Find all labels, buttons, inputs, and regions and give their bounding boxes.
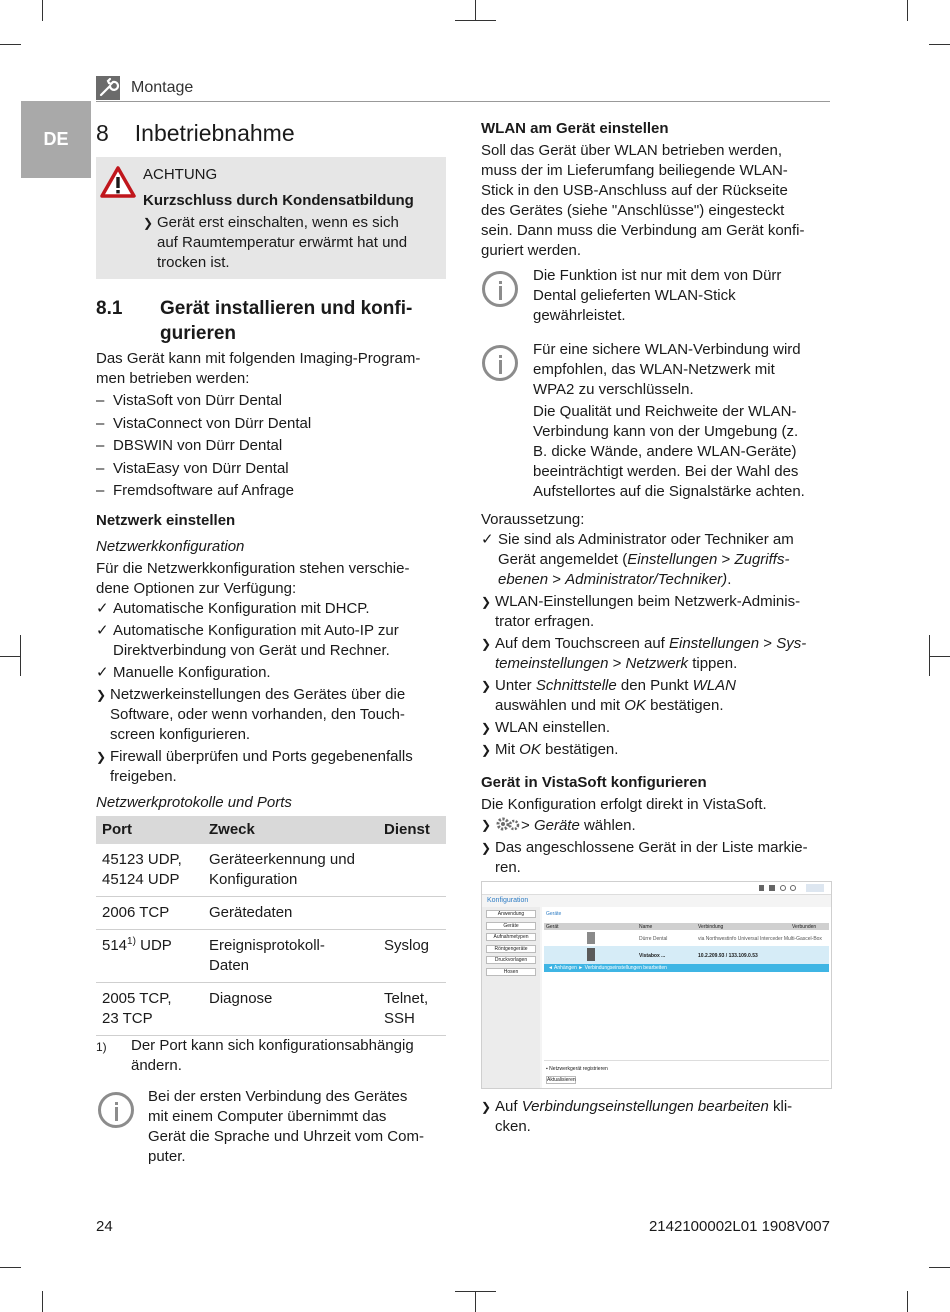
subsection-subheading: Netzwerkkonfiguration	[96, 538, 245, 555]
crop-mark	[907, 1291, 908, 1312]
menu-button[interactable]: Anwendung	[486, 910, 536, 918]
device-name: Dürre Dental	[639, 936, 668, 942]
info-icon	[482, 345, 518, 381]
toolbar-icon	[769, 885, 775, 891]
list-item: – Fremdsoftware auf Anfrage	[96, 482, 294, 499]
column-header: Verbunden	[792, 924, 817, 930]
register-checkbox[interactable]: ▪ Netzwerkgerät registrieren	[546, 1066, 608, 1072]
step-item: ❯ WLAN einstellen.	[481, 719, 611, 736]
table-row: 2006 TCP Gerätedaten	[96, 897, 446, 930]
step-item: ❯ WLAN-Einstellungen beim Netzwerk-Adminis- trator erfragen.	[481, 593, 801, 630]
step-item: ❯ Auf Verbindungseinstellungen bearbeiten kli- cken.	[481, 1098, 793, 1135]
list-item: – VistaConnect von Dürr Dental	[96, 414, 312, 432]
paragraph: Das Gerät kann mit folgenden Imaging-Program-	[96, 350, 421, 367]
crop-mark	[475, 1291, 476, 1312]
action-links[interactable]: ◄ Anhängen ► Verbindungseinstellungen bearbeiten	[548, 965, 667, 971]
help-icon	[790, 885, 796, 891]
step-item: ❯ Netzwerkeinstellungen des Gerätes über die Software, oder wenn vorhanden, den Touch- screen konfigurieren.	[96, 686, 406, 743]
header-divider	[96, 101, 830, 102]
paragraph: guriert werden.	[481, 242, 582, 259]
list-item: – DBSWIN von Dürr Dental	[96, 437, 283, 454]
refresh-button[interactable]: Aktualisieren	[547, 1077, 576, 1083]
page-number: 24	[96, 1218, 113, 1235]
table-row: 2005 TCP, 23 TCP Diagnose Telnet, SSH	[96, 983, 446, 1036]
info-text: beeinträchtigt werden. Bei der Wahl des	[533, 463, 799, 480]
section-title: Gerät installieren und konfi-	[160, 298, 413, 319]
list-item: – VistaEasy von Dürr Dental	[96, 459, 289, 477]
device-connection: 10.2.209.93 / 133.109.0.53	[698, 953, 758, 959]
footnote-text: Der Port kann sich konfigurationsabhängig	[131, 1037, 414, 1054]
info-text: puter.	[148, 1148, 186, 1165]
menu-button[interactable]: Geräte	[486, 922, 536, 930]
info-text: B. dicke Wände, andere WLAN-Geräte)	[533, 443, 797, 460]
crop-mark	[929, 1267, 950, 1268]
warning-text: auf Raumtemperatur erwärmt hat und	[157, 234, 408, 251]
info-text: Verbindung kann von der Umgebung (z.	[533, 423, 799, 440]
subsection-heading: WLAN am Gerät einstellen	[481, 120, 669, 137]
menu-button[interactable]: Aufnahmetypen	[486, 933, 536, 941]
toolbar-icon	[759, 885, 764, 891]
step-item: ❯ > Geräte wählen.	[481, 817, 636, 834]
device-connection: via Northwestinfo Universal Interceder Multi-Gascel-Box	[698, 936, 822, 942]
info-text: Für eine sichere WLAN-Verbindung wird	[533, 341, 801, 358]
crop-mark	[42, 1291, 43, 1312]
crop-mark	[0, 656, 21, 657]
software-screenshot	[481, 881, 832, 1089]
info-text: Die Funktion ist nur mit dem von Dürr	[533, 267, 782, 284]
paragraph: Die Konfiguration erfolgt direkt in VistaSoft.	[481, 796, 767, 813]
crop-mark	[907, 0, 908, 21]
screenshot-title: Konfiguration	[487, 897, 529, 904]
step-item: ❯ Unter Schnittstelle den Punkt WLAN auswählen und mit OK bestätigen.	[481, 677, 736, 714]
paragraph: Für die Netzwerkkonfiguration stehen verschie-	[96, 560, 410, 577]
step-item: ❯ Das angeschlossene Gerät in der Liste markie- ren.	[481, 839, 808, 876]
info-text: Aufstellortes auf die Signalstärke achten.	[533, 483, 805, 500]
list-item: – VistaSoft von Dürr Dental	[96, 392, 282, 409]
table-row: 45123 UDP, 45124 UDP Geräteerkennung und Konfiguration	[96, 844, 446, 897]
column-header: Gerät	[546, 924, 559, 930]
menu-button[interactable]: Hosen	[486, 968, 536, 976]
footnote-text: ändern.	[131, 1057, 182, 1074]
warning-text: trocken ist.	[157, 254, 230, 271]
table-caption: Netzwerkprotokolle und Ports	[96, 794, 292, 811]
paragraph: Stick in den USB-Anschluss auf der Rückseite	[481, 182, 788, 199]
warning-text: Gerät erst einschalten, wenn es sich	[157, 214, 399, 231]
info-text: Gerät die Sprache und Uhrzeit vom Com-	[148, 1128, 424, 1145]
crop-mark	[42, 0, 43, 21]
logo	[806, 884, 824, 892]
device-thumbnail	[587, 932, 595, 944]
info-text: WPA2 zu verschlüsseln.	[533, 381, 694, 398]
menu-button[interactable]: Druckvorlagen	[486, 956, 536, 964]
document-number: 2142100002L01 1908V007	[648, 1218, 830, 1235]
crop-mark	[0, 1267, 21, 1268]
table-row: 514$^{1)}$ UDP Ereignisprotokoll- Daten Syslog	[96, 930, 446, 983]
paragraph: sein. Dann muss die Verbindung am Gerät konfi-	[481, 222, 805, 239]
info-icon	[482, 271, 518, 307]
info-text: Die Qualität und Reichweite der WLAN-	[533, 403, 797, 420]
chapter-title	[96, 119, 295, 147]
table-header: Port	[96, 816, 203, 844]
check-item: ✓ Manuelle Konfiguration.	[96, 664, 271, 681]
toolbar-icon	[780, 885, 786, 891]
table-header: Zweck	[203, 816, 378, 844]
paragraph: des Gerätes (siehe "Anschlüsse") eingesteckt	[481, 202, 785, 219]
section-number: 8.1	[96, 298, 123, 319]
menu-button[interactable]: Röntgengeräte	[486, 945, 536, 953]
crop-mark	[929, 656, 950, 657]
check-item: ✓ Automatische Konfiguration mit Auto-IP zur Direktverbindung von Gerät und Rechner.	[96, 622, 399, 659]
info-icon	[98, 1092, 134, 1128]
warning-label: ACHTUNG	[143, 166, 218, 183]
gears-icon	[495, 815, 521, 833]
paragraph: men betrieben werden:	[96, 370, 250, 387]
device-thumbnail	[587, 948, 595, 961]
subsection-heading: Netzwerk einstellen	[96, 512, 236, 529]
section-heading	[96, 296, 122, 321]
language-label: DE	[43, 129, 69, 149]
header-section-title: Montage	[131, 79, 194, 96]
warning-title: Kurzschluss durch Kondensatbildung	[143, 192, 414, 209]
language-tab	[21, 101, 91, 178]
device-name: Vistabox ...	[639, 953, 666, 959]
info-text: gewährleistet.	[533, 307, 626, 324]
info-text: Bei der ersten Verbindung des Gerätes	[148, 1088, 408, 1105]
section-title: gurieren	[160, 323, 237, 344]
check-item: ✓ Automatische Konfiguration mit DHCP.	[96, 600, 370, 617]
footnote-mark: 1)	[96, 1040, 107, 1054]
column-header: Name	[639, 924, 653, 930]
tab-devices[interactable]: Geräte	[546, 911, 562, 917]
chapter-title-text: Inbetriebnahme	[134, 120, 295, 146]
prerequisite-label: Voraussetzung:	[481, 511, 585, 528]
step-item: ❯ Auf dem Touchscreen auf Einstellungen > Sys- temeinstellungen > Netzwerk tippen.	[481, 635, 807, 672]
chapter-number: 8	[96, 120, 109, 146]
crop-mark	[475, 0, 476, 21]
ports-table	[96, 816, 446, 1036]
paragraph: Soll das Gerät über WLAN betrieben werden,	[481, 142, 782, 159]
paragraph: muss der im Lieferumfang beiliegende WLAN-	[481, 162, 788, 179]
step-item: ❯ Mit OK bestätigen.	[481, 741, 619, 758]
info-text: mit einem Computer übernimmt das	[148, 1108, 387, 1125]
crop-mark	[455, 1291, 496, 1292]
crop-mark	[0, 44, 21, 45]
check-item: ✓ Sie sind als Administrator oder Techniker am Gerät angemeldet (Einstellungen > Zugriffs- ebenen > Administrator/Techniker).	[481, 531, 794, 588]
warning-triangle-icon	[100, 166, 136, 198]
wrench-icon	[96, 76, 120, 100]
paragraph: dene Optionen zur Verfügung:	[96, 580, 297, 597]
step-item: ❯ Firewall überprüfen und Ports gegebenenfalls freigeben.	[96, 748, 413, 785]
info-text: Dental gelieferten WLAN-Stick	[533, 287, 736, 304]
crop-mark	[929, 44, 950, 45]
info-text: empfohlen, das WLAN-Netzwerk mit	[533, 361, 775, 378]
subsection-heading: Gerät in VistaSoft konfigurieren	[481, 774, 707, 791]
column-header: Verbindung	[698, 924, 724, 930]
arrow-icon: ❯	[143, 216, 154, 230]
crop-mark	[455, 20, 496, 21]
table-header: Dienst	[378, 816, 446, 844]
